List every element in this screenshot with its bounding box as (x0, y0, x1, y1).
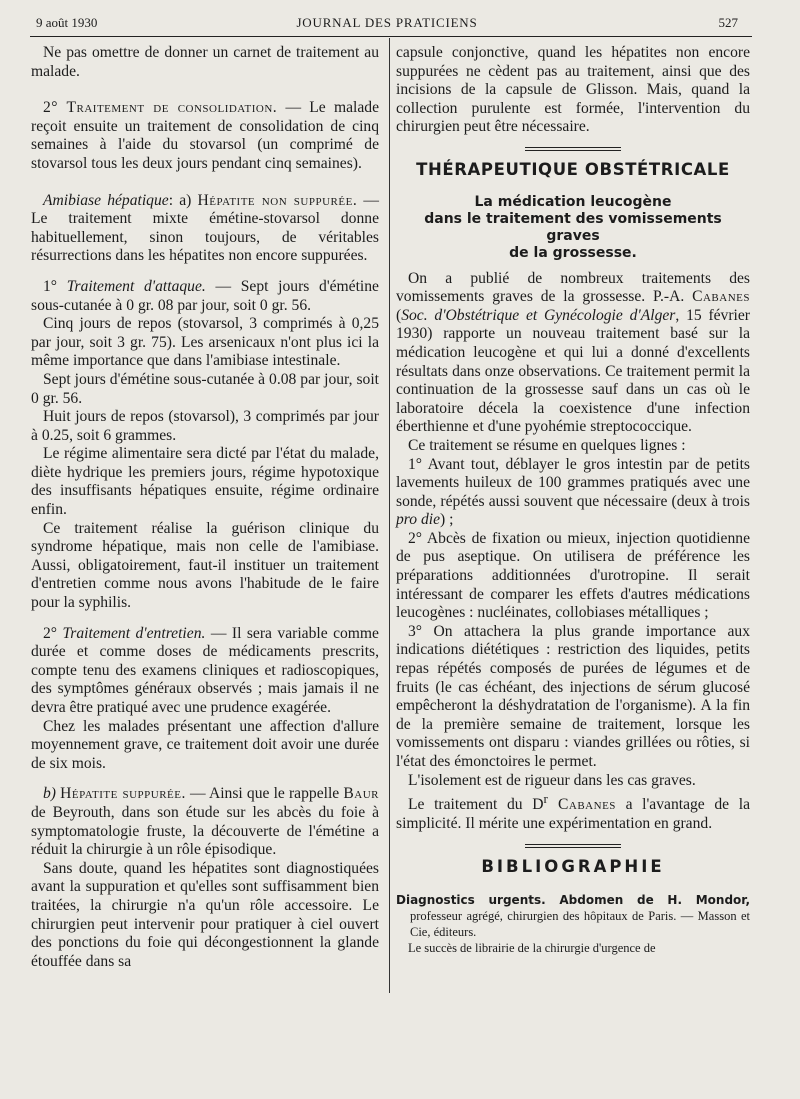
paragraph: capsule conjonctive, quand les hépatites non encore suppurées ne cèdent pas au traitement, ainsi que des incisions de la capsule de Glisson. Mais, quand la collection purulente est formée, l'intervention du chirurgien peut être nécessaire. (396, 44, 750, 136)
paragraph: L'isolement est de rigueur dans les cas graves. (408, 771, 696, 789)
section-title: THÉRAPEUTIQUE OBSTÉTRICALE (416, 159, 730, 179)
header-rule (30, 36, 752, 37)
subheading: Hépatite non suppurée. (197, 191, 358, 209)
author-name: Cabanes (547, 796, 616, 814)
subheading: Hépatite suppurée. (60, 785, 186, 803)
issue-date: 9 août 1930 (36, 15, 98, 30)
paragraph: Huit jours de repos (stovarsol), 3 comprimés par jour à 0.25, soit 6 grammes. (31, 408, 379, 444)
paragraph: Le régime alimentaire sera dicté par l'état du malade, diète hydrique les premiers jours, régime hypotoxique des insuffisants hépatiques ensuite, régime ordinaire enfin. (31, 445, 379, 519)
paragraph-conclusion: Le traitement du $D^r$ Cabanes a l'avantage de la simplicité. Il mérite une expérimentation en grand. (396, 791, 750, 832)
separator-rule (525, 147, 621, 151)
journal-title: JOURNAL DES PRATICIENS (296, 15, 478, 30)
page-header (36, 15, 738, 37)
left-column (31, 44, 379, 971)
paragraph: Cinq jours de repos (stovarsol, 3 comprimés à 0,25 par jour, soit 3 gr. 75). Les arsenicaux n'ont plus ici la même importance que dans l'amibiase intestinale. (31, 315, 379, 370)
separator-rule (525, 844, 621, 848)
italic-heading: Traitement d'entretien. (62, 624, 206, 642)
author-name: Cabanes (692, 288, 750, 306)
italic-heading: Traitement d'attaque. (66, 277, 206, 295)
paragraph: Ce traitement réalise la guérison clinique du syndrome hépatique, mais non celle de l'amibiase. Aussi, obligatoirement, faut-il instituer un traitement d'entretien comme nous avons l'habitude de le faire pour la syphilis. (31, 519, 379, 612)
author-name: Baur (343, 785, 379, 803)
paragraph-entretien: 2° Traitement d'entretien. — Il sera variable comme durée et comme doses de médicaments prescrits, compte tenu des examens cliniques et radioscopiques, des symptômes généraux observés ; mais jamais il ne devra être pratiqué avec une prudence exagérée. (31, 624, 379, 716)
bibliography-entry: Diagnostics urgents. Abdomen de H. Mondor, professeur agrégé, chirurgien des hôpitaux de Paris. — Masson et Cie, éditeurs. (396, 893, 750, 940)
paragraph: Ne pas omettre de donner un carnet de traitement au malade. (31, 44, 379, 80)
right-column (396, 44, 750, 956)
paragraph: Ce traitement se résume en quelques lignes : (408, 436, 686, 454)
paragraph: Chez les malades présentant une affection d'allure moyennement grave, ce traitement doit avoir une durée de six mois. (31, 717, 379, 772)
paragraph-step-3: 3° On attachera la plus grande importance aux indications diététiques : restriction des liquides, petits repas répétés composés de purées de légumes et de fruits (le cas échéant, des injections de sérum glucosé empêcheront la déshydratation de l'organisme). A la fin de la première semaine de traitement, lorsque les vomissements ont disparu : viandes grillées ou rôties, si l'état des émonctoires le permet. (396, 622, 750, 770)
subheading: 2° Traitement de consolidation. (43, 99, 278, 117)
paragraph-intro: On a publié de nombreux traitements des vomissements graves de la grossesse. P.-A. Cabanes (Soc. d'Obstétrique et Gynécologie d'Alger, 15 février 1930) rapporte un nouveau traitement basé sur la médication leucogène et qui lui a donné d'excellents résultats dans onze observations. Ce traitement permit la continuation de la grossesse sauf dans un cas où le laboratoire décela la coexistence d'une infection éberthienne et d'une pyohémie streptococcique. (396, 269, 750, 436)
paragraph-amibiase: Amibiase hépatique: a) Hépatite non suppurée. — Le traitement mixte émétine-stovarsol donne habituellement, sinon toujours, de véritables résurrections dans les hépatites non encore suppurées. (31, 191, 379, 265)
page-number: 527 (718, 15, 738, 30)
paragraph: Le succès de librairie de la chirurgie d'urgence de (408, 941, 656, 956)
paragraph: Sept jours d'émétine sous-cutanée à 0.08 par jour, soit 0 gr. 56. (31, 370, 379, 407)
bibliography-title: BIBLIOGRAPHIE (481, 856, 665, 876)
paragraph-consolidation: 2° Traitement de consolidation. — Le malade reçoit ensuite un traitement de consolidation de cinq semaines à l'aide du stovarsol (un comprimé de stovarsol tous les deux jours pendant cinq semaines). (31, 99, 379, 172)
column-divider (389, 38, 390, 993)
paragraph-step-2: 2° Abcès de fixation ou mieux, injection quotidienne de pus aseptique. On utilisera de préférence les préparations additionnées d'urotropine. Il serait intéressant de comparer les effets d'autres médications leucogènes : nucléinates, collobiases métalliques ; (396, 529, 750, 622)
paragraph-step-1: 1° Avant tout, déblayer le gros intestin par de petits lavements huileux de 100 grammes pratiqués avec une sonde, répétés aussi souvent que nécessaire (deux à trois pro die) ; (396, 455, 750, 529)
italic-heading: Amibiase hépatique (43, 191, 169, 209)
article-title: La médication leucogène dans le traitement des vomissements graves de la grossesse. (424, 193, 722, 261)
journal-ref: Soc. d'Obstétrique et Gynécologie d'Alger (401, 306, 676, 324)
paragraph-suppuree: b) Hépatite suppurée. — Ainsi que le rappelle Baur de Beyrouth, dans son étude sur les abcès du foie à symptomatologie fruste, la découverte de l'émétine a réduit la chirurgie à un rôle épisodique. (31, 785, 379, 859)
paragraph: Sans doute, quand les hépatites sont diagnostiquées avant la suppuration et qu'elles sont suffisamment bien traitées, la chirurgie n'a qu'un rôle accessoire. Le chirurgien peut intervenir pour pratiquer à ciel ouvert des ponctions du foie qui décongestionnent la glande étouffée dans sa (31, 859, 379, 970)
paragraph-attaque: 1° Traitement d'attaque. — Sept jours d'émétine sous-cutanée à 0 gr. 08 par jour, soit 0 gr. 56. (31, 277, 379, 314)
